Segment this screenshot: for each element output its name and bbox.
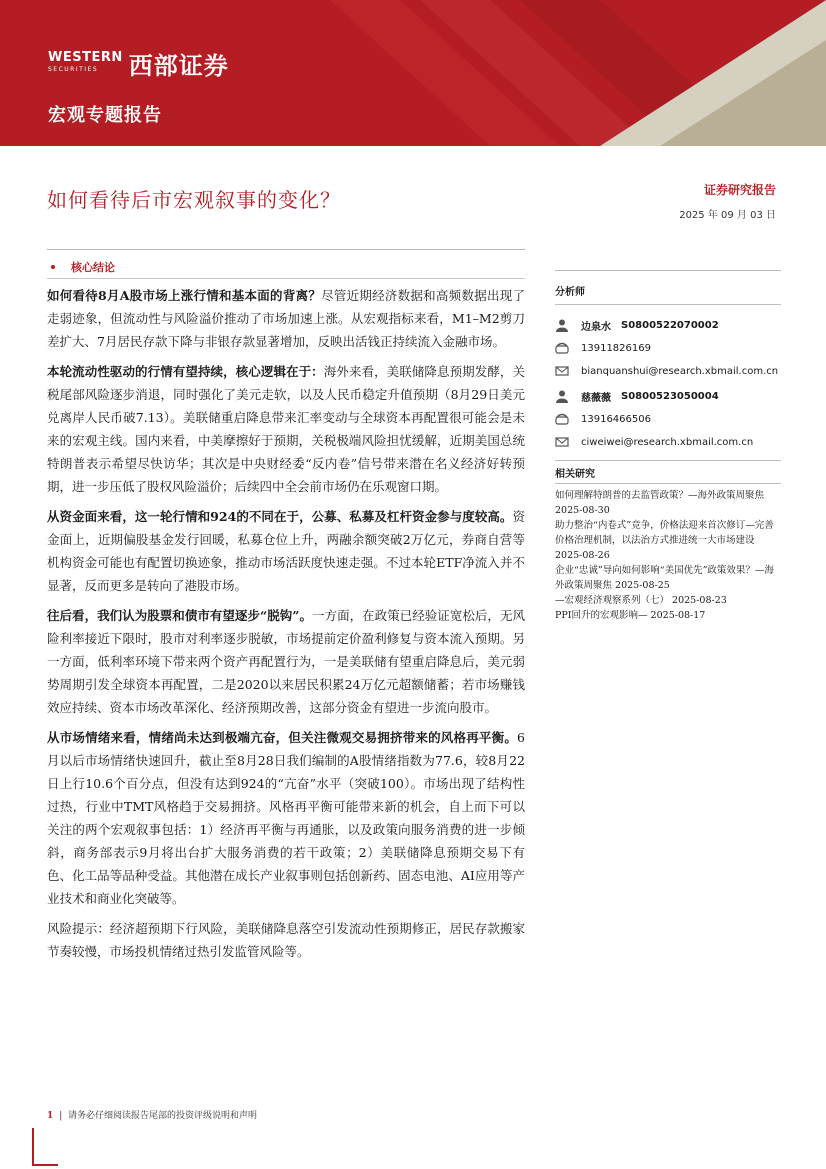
- disclaimer: 请务必仔细阅读报告尾部的投资评级说明和声明: [68, 1111, 258, 1121]
- section-heading: 核心结论: [47, 259, 115, 275]
- paragraph: 本轮流动性驱动的行情有望持续，核心逻辑在于：海外来看，美联储降息预期发酵，关税尾部风险逐步消退，同时强化了美元走软，以及人民币稳定升值预期（8月29日美元兑离岸人民币破7.13）。美联储重启降息带来汇率变动与全球资本再配置很可能会是未来的宏观主线。国内来看，中美摩擦好于预期，关税极端风险担忧缓解，近期美国总统特朗普表示希望尽快访华；其次是中央财经委“反内卷”信号带来潜在名义经济好转预期，进一步压低了股权风险溢价；后续四中全会前市场仍在乐观窗口期。: [47, 364, 525, 494]
- analyst-phone-row: 13916466506: [555, 409, 781, 429]
- divider: [555, 270, 781, 271]
- page-title: 如何看待后市宏观叙事的变化？: [47, 188, 341, 212]
- analyst-email-link[interactable]: bianquanshui@research.xbmail.com.cn: [581, 365, 779, 377]
- report-label: 证券研究报告: [703, 183, 776, 197]
- logo-en: WESTERN SECURITIES: [48, 49, 123, 73]
- divider: [47, 278, 525, 279]
- paragraph: 从市场情绪来看，情绪尚未达到极端亢奋，但关注微观交易拥挤带来的风格再平衡。6月以后市场情绪快速回升，截止至8月28日我们编制的A股情绪指数为77.6，较8月22日上行10.6个百分点，但没有达到924的“亢奋”水平（突破100）。市场出现了结构性过热，行业中TMT风格趋于交易拥挤。风格再平衡可能带来新的机会，自上而下可以关注的两个宏观叙事包括：1）经济再平衡与再通胀，以及政策向服务消费的进一步倾斜，商务部表示9月将出台扩大服务消费的若干政策；2）美联储降息预期交易下有色、化工品等品种受益。其他潜在成长产业叙事则包括创新药、固态电池、AI应用等产业技术和商业化突破等。: [47, 730, 525, 906]
- email-icon: [555, 364, 569, 378]
- analyst-email-link[interactable]: ciweiwei@research.xbmail.com.cn: [581, 436, 754, 448]
- related-item[interactable]: PPI回升的宏观影响— 2025-08-17: [555, 610, 706, 621]
- footer-accent: [32, 1128, 34, 1166]
- analyst-name-row: 边泉水 S0800522070002: [555, 315, 781, 335]
- person-icon: [555, 389, 569, 403]
- related-item[interactable]: 如何理解特朗普的去监管政策？—海外政策周聚焦 2025-08-30: [555, 490, 765, 516]
- analyst-email-row: [555, 361, 781, 381]
- header-banner: [0, 0, 826, 146]
- bullet-icon: [51, 265, 55, 269]
- divider: [555, 304, 781, 305]
- analyst-email-row: [555, 432, 781, 452]
- divider: [47, 249, 525, 250]
- analyst-heading: 分析师: [555, 287, 585, 298]
- sidebar: [555, 270, 781, 623]
- related-item[interactable]: 企业“忠诚”导向如何影响“美国优先”政策效果？—海外政策周聚焦 2025-08-25: [555, 565, 774, 591]
- related-item[interactable]: 助力整治“内卷式”竞争，价格法迎来首次修订—完善价格治理机制，以法治方式推进统一大市场建设 2025-08-26: [555, 520, 774, 561]
- logo-cn: 西部证券: [128, 52, 229, 80]
- page-number: 1: [47, 1111, 54, 1121]
- report-date: 2025 年 09 月 03 日: [679, 210, 776, 221]
- footer-accent: [32, 1164, 58, 1166]
- page-footer: 1 | 请务必仔细阅读报告尾部的投资评级说明和声明: [47, 1111, 258, 1121]
- paragraph: 往后看，我们认为股票和债市有望逐步“脱钩”。一方面，在政策已经验证宽松后，无风险利率接近下限时，股市对利率逐步脱敏，市场提前定价盈利修复与资本流入预期。另一方面，低利率环境下带来两个资产再配置行为，一是美联储有望重启降息后，美元弱势周期引发全球资本再配置，二是2020以来居民积累24万亿元超额储蓄；若市场赚钱效应持续、资本市场改革深化、经济预期改善，这部分资金有望进一步流向股市。: [47, 608, 525, 715]
- analyst-name-row: 慈薇薇 S0800523050004: [555, 386, 781, 406]
- divider: [555, 460, 781, 461]
- paragraph: 从资金面来看，这一轮行情和924的不同在于，公募、私募及杠杆资金参与度较高。资金面上，近期偏股基金发行回暖，私募仓位上升，两融余额突破2万亿元，券商自营等机构资金可能也有配置切换迹象，推动市场活跃度快速走强。不过本轮ETF净流入并不显著，反而更多是转向了港股市场。: [47, 509, 525, 593]
- company-logo: [48, 46, 229, 81]
- report-category: 宏观专题报告: [48, 105, 162, 126]
- phone-icon: [555, 341, 569, 355]
- person-icon: [555, 318, 569, 332]
- paragraph: 如何看待8月A股市场上涨行情和基本面的背离？尽管近期经济数据和高频数据出现了走弱迹象，但流动性与风险溢价推动了市场加速上涨。从宏观指标来看，M1–M2剪刀差扩大、7月居民存款下降与非银存款显著增加，反映出活钱正持续流入金融市场。: [47, 288, 525, 349]
- email-icon: [555, 435, 569, 449]
- related-item[interactable]: —宏观经济观察系列（七） 2025-08-23: [555, 595, 727, 606]
- divider: [555, 483, 781, 484]
- related-heading: 相关研究: [555, 469, 595, 480]
- phone-icon: [555, 412, 569, 426]
- analyst-phone-row: 13911826169: [555, 338, 781, 358]
- main-body: [47, 284, 525, 970]
- risk-warning: 风险提示：经济超预期下行风险，美联储降息落空引发流动性预期修正，居民存款搬家节奏较慢，市场投机情绪过热引发监管风险等。: [47, 921, 525, 959]
